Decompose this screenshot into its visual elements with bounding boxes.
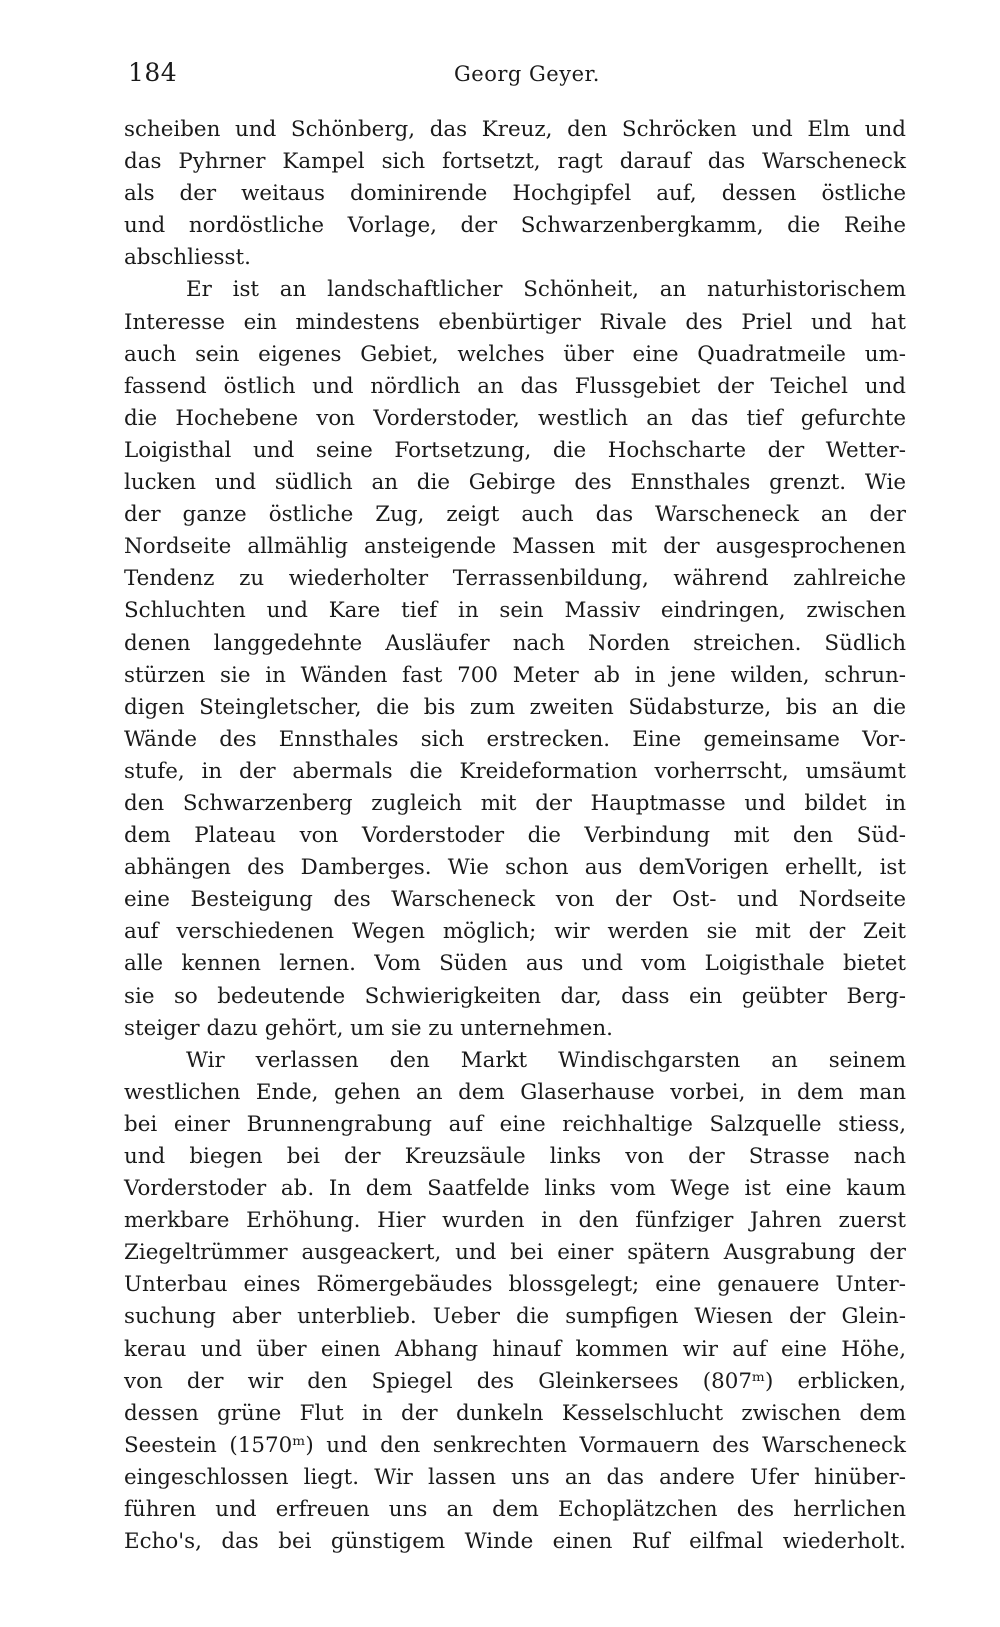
text-line: denen langgedehnte Ausläufer nach Norden streichen. Südlich — [124, 630, 906, 656]
text-line: Seestein (1570ᵐ) und den senkrechten Vormauern des Warscheneck — [124, 1432, 906, 1458]
text-line: Interesse ein mindestens ebenbürtiger Rivale des Priel und hat — [124, 309, 906, 335]
text-line: und nordöstliche Vorlage, der Schwarzenbergkamm, die Reihe — [124, 213, 906, 239]
text-line: dem Plateau von Vorderstoder die Verbindung mit den Süd- — [124, 823, 906, 849]
text-line: sie so bedeutende Schwierigkeiten dar, dass ein geübter Berg- — [124, 983, 906, 1009]
text-line: suchung aber unterblieb. Ueber die sumpfigen Wiesen der Glein- — [124, 1304, 906, 1330]
page-number: 184 — [128, 58, 178, 87]
text-line: merkbare Erhöhung. Hier wurden in den fünfziger Jahren zuerst — [124, 1208, 906, 1234]
text-line: Nordseite allmählig ansteigende Massen mit der ausgesprochenen — [124, 534, 906, 560]
text-line: den Schwarzenberg zugleich mit der Hauptmasse und bildet in — [124, 790, 906, 816]
text-line: der ganze östliche Zug, zeigt auch das Warscheneck an der — [124, 502, 906, 528]
text-line: als der weitaus dominirende Hochgipfel auf, dessen östliche — [124, 181, 906, 207]
text-line: eine Besteigung des Warscheneck von der Ost- und Nordseite — [124, 887, 906, 913]
text-line: dessen grüne Flut in der dunkeln Kesselschlucht zwischen dem — [124, 1400, 906, 1426]
text-line: das Pyhrner Kampel sich fortsetzt, ragt darauf das Warscheneck — [124, 149, 906, 175]
text-line: Wir verlassen den Markt Windischgarsten an seinem — [186, 1047, 906, 1073]
text-line: kerau und über einen Abhang hinauf kommen wir auf eine Höhe, — [124, 1336, 906, 1362]
text-line: Loigisthal und seine Fortsetzung, die Hochscharte der Wetter- — [124, 437, 906, 463]
text-line: westlichen Ende, gehen an dem Glaserhause vorbei, in dem man — [124, 1079, 906, 1105]
text-line: Tendenz zu wiederholter Terrassenbildung, während zahlreiche — [124, 566, 906, 592]
text-line: alle kennen lernen. Vom Süden aus und vom Loigisthale bietet — [124, 951, 906, 977]
text-line: Echo's, das bei günstigem Winde einen Ruf eilfmal wiederholt. — [124, 1529, 906, 1555]
text-line: Unterbau eines Römergebäudes blossgelegt; eine genauere Unter- — [124, 1272, 906, 1298]
text-line: lucken und südlich an die Gebirge des Ennsthales grenzt. Wie — [124, 470, 906, 496]
text-line: führen und erfreuen uns an dem Echoplätzchen des herrlichen — [124, 1497, 906, 1523]
text-line: Vorderstoder ab. In dem Saatfelde links vom Wege ist eine kaum — [124, 1176, 906, 1202]
text-line: Schluchten und Kare tief in sein Massiv eindringen, zwischen — [124, 598, 906, 624]
text-line: stufe, in der abermals die Kreideformation vorherrscht, umsäumt — [124, 758, 906, 784]
text-line: die Hochebene von Vorderstoder, westlich an das tief gefurchte — [124, 405, 906, 431]
text-line: fassend östlich und nördlich an das Flussgebiet der Teichel und — [124, 373, 906, 399]
text-line: auf verschiedenen Wegen möglich; wir werden sie mit der Zeit — [124, 919, 906, 945]
text-line: und biegen bei der Kreuzsäule links von der Strasse nach — [124, 1144, 906, 1169]
text-line: steiger dazu gehört, um sie zu unternehmen. — [124, 1015, 613, 1041]
body-text — [124, 114, 906, 1558]
running-head: Georg Geyer. — [454, 62, 600, 86]
text-line: eingeschlossen liegt. Wir lassen uns an das andere Ufer hinüber- — [124, 1464, 906, 1490]
page-header — [124, 58, 906, 90]
text-line: auch sein eigenes Gebiet, welches über eine Quadratmeile um- — [124, 341, 906, 367]
text-line: Wände des Ennsthales sich erstrecken. Eine gemeinsame Vor- — [124, 726, 906, 752]
text-line: scheiben und Schönberg, das Kreuz, den Schröcken und Elm und — [124, 117, 906, 142]
text-line: Er ist an landschaftlicher Schönheit, an naturhistorischem — [186, 277, 906, 303]
text-line: Ziegeltrümmer ausgeackert, und bei einer spätern Ausgrabung der — [124, 1240, 906, 1266]
text-line: abhängen des Damberges. Wie schon aus demVorigen erhellt, ist — [124, 855, 906, 881]
text-line: stürzen sie in Wänden fast 700 Meter ab in jene wilden, schrun- — [124, 662, 906, 688]
text-line: digen Steingletscher, die bis zum zweiten Südabsturze, bis an die — [124, 694, 906, 720]
text-line: abschliesst. — [124, 245, 251, 271]
text-line: von der wir den Spiegel des Gleinkersees (807ᵐ) erblicken, — [124, 1368, 906, 1394]
text-line: bei einer Brunnengrabung auf eine reichhaltige Salzquelle stiess, — [124, 1111, 906, 1137]
